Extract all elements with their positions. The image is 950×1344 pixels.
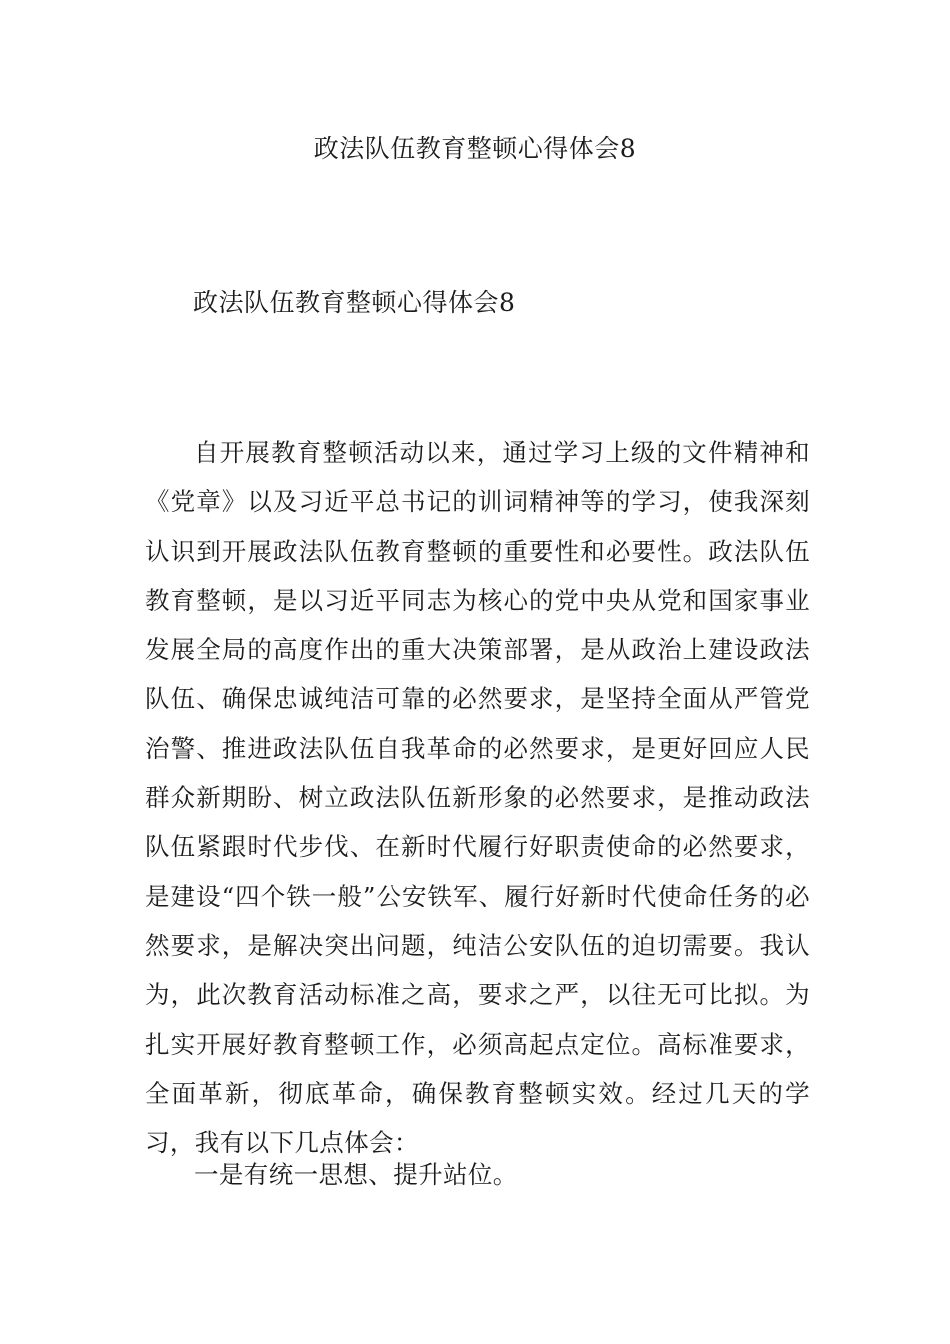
point-paragraph: 一是有统一思想、提升站位。 bbox=[194, 1160, 518, 1189]
document-title: 政法队伍教育整顿心得体会8 bbox=[313, 134, 637, 163]
body-paragraph: 自开展教育整顿活动以来，通过学习上级的文件精神和《党章》以及习近平总书记的训词精神等的学习，使我深刻认识到开展政法队伍教育整顿的重要性和必要性。政法队伍教育整顿，是以习近平同志为核心的党中央从党和国家事业发展全局的高度作出的重大决策部署，是从政治上建设政法队伍、确保忠诚纯洁可靠的必然要求，是坚持全面从严管党治警、推进政法队伍自我革命的必然要求，是更好回应人民群众新期盼、树立政法队伍新形象的必然要求，是推动政法队伍紧跟时代步伐、在新时代履行好职责使命的必然要求，是建设“四个铁一般”公安铁军、履行好新时代使命任务的必然要求，是解决突出问题，纯洁公安队伍的迫切需要。我认为，此次教育活动标准之高，要求之严，以往无可比拟。为扎实开展好教育整顿工作，必须高起点定位。高标准要求，全面革新，彻底革命，确保教育整顿实效。经过几天的学习，我有以下几点体会： bbox=[145, 438, 810, 1158]
document-subtitle: 政法队伍教育整顿心得体会8 bbox=[193, 288, 516, 317]
